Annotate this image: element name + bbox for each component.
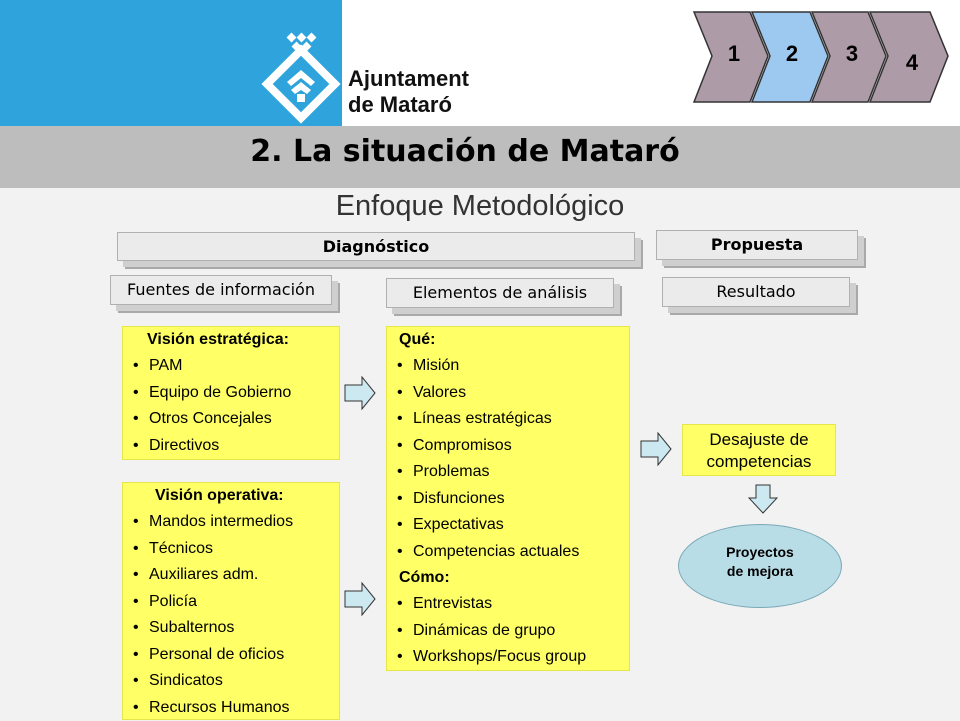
step-2-label: 2 — [786, 41, 798, 66]
city-name-line1: Ajuntament — [348, 66, 469, 92]
ajuntament-logo-icon — [0, 0, 342, 126]
logo-band — [0, 0, 342, 126]
proyectos-ellipse — [678, 524, 842, 608]
vision-estrategica-title: Visión estratégica: — [123, 327, 339, 353]
list-item: • Dinámicas de grupo — [387, 618, 629, 645]
step-3-label: 3 — [846, 41, 858, 66]
list-item: • Competencias actuales — [387, 539, 629, 566]
list-item: • Recursos Humanos — [123, 695, 339, 721]
proyectos-line2: de mejora — [679, 562, 841, 581]
analisis-como-title: Cómo: — [387, 565, 629, 591]
analisis-box — [386, 326, 630, 671]
list-item: • Técnicos — [123, 536, 339, 563]
desajuste-line1: Desajuste de — [683, 429, 835, 451]
list-item: • Auxiliares adm. — [123, 562, 339, 589]
list-item: • Problemas — [387, 459, 629, 486]
list-item: • Subalternos — [123, 615, 339, 642]
desajuste-box — [682, 424, 836, 476]
vision-estrategica-list — [123, 353, 339, 459]
list-item: • Policía — [123, 589, 339, 616]
header-resultado: Resultado — [662, 277, 850, 307]
header-fuentes: Fuentes de información — [110, 275, 332, 305]
header-propuesta: Propuesta — [656, 230, 858, 260]
page-title: 2. La situación de Mataró — [0, 126, 930, 188]
analisis-que-list — [387, 353, 629, 565]
arrow-right-icon — [344, 582, 376, 616]
list-item: • Expectativas — [387, 512, 629, 539]
vision-operativa-title: Visión operativa: — [123, 483, 339, 509]
list-item: • Misión — [387, 353, 629, 380]
list-item: • Líneas estratégicas — [387, 406, 629, 433]
step-4-label: 4 — [906, 50, 919, 75]
proyectos-line1: Proyectos — [679, 543, 841, 562]
vision-estrategica-box — [122, 326, 340, 460]
list-item: • Valores — [387, 380, 629, 407]
list-item: • Workshops/Focus group — [387, 644, 629, 671]
list-item: • Compromisos — [387, 433, 629, 460]
step-navigator — [690, 10, 952, 104]
step-1-label: 1 — [728, 41, 740, 66]
vision-operativa-box — [122, 482, 340, 720]
desajuste-line2: competencias — [683, 451, 835, 473]
header-diagnostico: Diagnóstico — [117, 232, 635, 261]
header-elementos: Elementos de análisis — [386, 278, 614, 308]
list-item: • Equipo de Gobierno — [123, 380, 339, 407]
list-item: • Disfunciones — [387, 486, 629, 513]
arrow-right-icon — [640, 432, 672, 466]
arrow-down-icon — [748, 484, 778, 514]
list-item: • Otros Concejales — [123, 406, 339, 433]
list-item: • Mandos intermedios — [123, 509, 339, 536]
list-item: • Entrevistas — [387, 591, 629, 618]
analisis-como-list — [387, 591, 629, 671]
list-item: • Directivos — [123, 433, 339, 460]
arrow-right-icon — [344, 376, 376, 410]
list-item: • Personal de oficios — [123, 642, 339, 669]
list-item: • Sindicatos — [123, 668, 339, 695]
city-name — [348, 66, 469, 118]
vision-operativa-list — [123, 509, 339, 721]
analisis-que-title: Qué: — [387, 327, 629, 353]
diagram-subtitle: Enfoque Metodológico — [240, 190, 720, 223]
list-item: • PAM — [123, 353, 339, 380]
city-name-line2: de Mataró — [348, 92, 469, 118]
